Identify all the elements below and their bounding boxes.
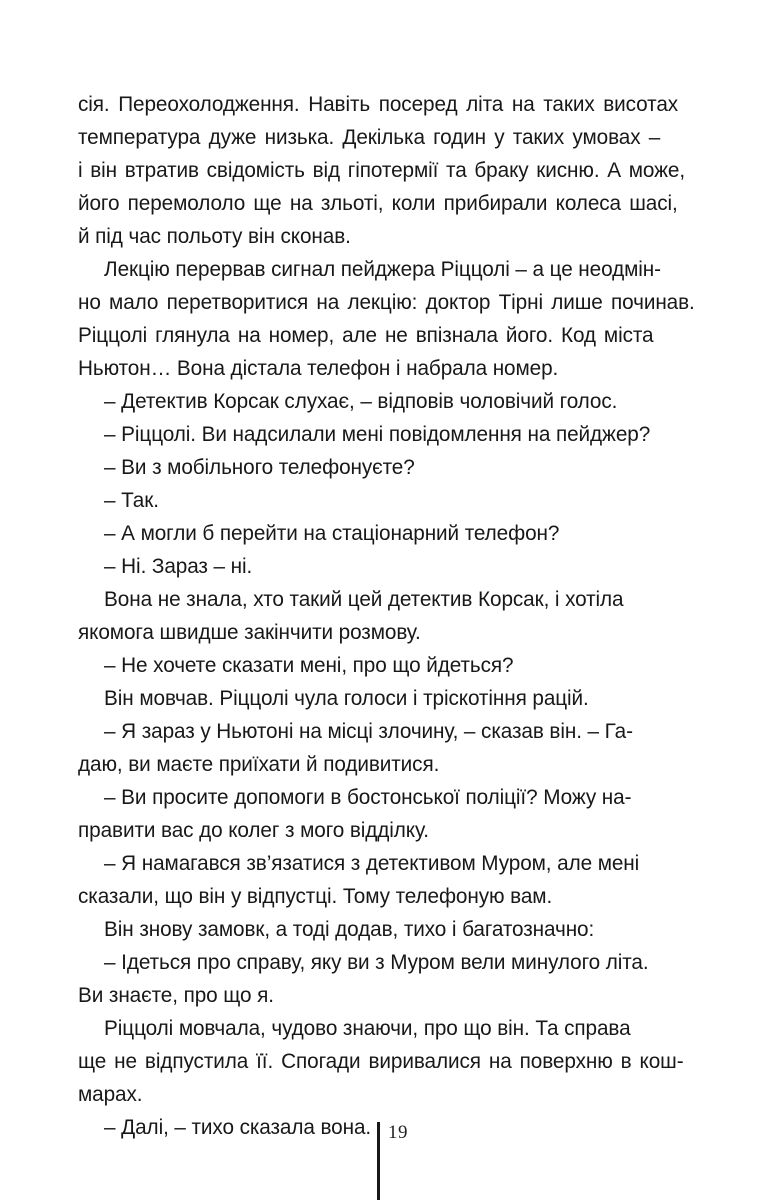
body-line: Ріццолі мовчала, чудово знаючи, про що він. Та справа	[104, 1016, 631, 1040]
body-line: правити вас до колег з мого відділку.	[78, 818, 429, 842]
body-line: – А могли б перейти на стаціонарний телефон?	[104, 521, 560, 545]
page-footer	[0, 1118, 768, 1200]
page-number: 19	[388, 1122, 408, 1143]
body-line: – Детектив Корсак слухає, – відповів чоловічий голос.	[104, 389, 618, 413]
body-line: – Так.	[104, 488, 159, 512]
body-line: – Не хочете сказати мені, про що йдеться?	[104, 653, 514, 677]
body-line: якомога швидше закінчити розмову.	[78, 620, 421, 644]
body-line: сія. Переохолодження. Навіть посеред літа на таких висотах	[78, 92, 679, 116]
body-line: Ріццолі глянула на номер, але не впізнала його. Код міста	[78, 323, 654, 347]
body-line: – Я зараз у Ньютоні на місці злочину, – сказав він. – Га-	[104, 719, 633, 743]
body-line: температура дуже низька. Декілька годин у таких умовах –	[78, 125, 661, 149]
body-line: Вона не знала, хто такий цей детектив Корсак, і хотіла	[104, 587, 624, 611]
body-line: й під час польоту він сконав.	[78, 224, 351, 248]
body-line: но мало перетворитися на лекцію: доктор Тірні лише починав.	[78, 290, 695, 314]
body-line: Він мовчав. Ріццолі чула голоси і тріскотіння рацій.	[104, 686, 589, 710]
body-line: – Я намагався зв’язатися з детективом Муром, але мені	[104, 851, 640, 875]
body-line: Ви знаєте, про що я.	[78, 983, 274, 1007]
body-line: Він знову замовк, а тоді додав, тихо і багатозначно:	[104, 917, 595, 941]
body-line: і він втратив свідомість від гіпотермії та браку кисню. А може,	[78, 158, 686, 182]
body-line: – Ріццолі. Ви надсилали мені повідомлення на пейджер?	[104, 422, 651, 446]
page-number-rule	[377, 1122, 380, 1200]
body-line: – Ви просите допомоги в бостонської поліції? Можу на-	[104, 785, 632, 809]
book-page-text-column	[78, 88, 695, 1144]
body-line: даю, ви маєте приїхати й подивитися.	[78, 752, 440, 776]
body-line: – Далі, – тихо сказала вона.	[104, 1115, 372, 1139]
body-line: – Ідеться про справу, яку ви з Муром вели минулого літа.	[104, 950, 649, 974]
body-line: ще не відпустила її. Спогади виривалися на поверхню в кош-	[78, 1049, 684, 1073]
body-line: його перемололо ще на зльоті, коли прибирали колеса шасі,	[78, 191, 678, 215]
body-line: Ньютон… Вона дістала телефон і набрала номер.	[78, 356, 559, 380]
body-line: сказали, що він у відпустці. Тому телефоную вам.	[78, 884, 553, 908]
body-line: – Ви з мобільного телефонуєте?	[104, 455, 415, 479]
body-line: Лекцію перервав сигнал пейджера Ріццолі – а це неодмін-	[104, 257, 661, 281]
body-line: – Ні. Зараз – ні.	[104, 554, 253, 578]
body-line: марах.	[78, 1082, 143, 1106]
